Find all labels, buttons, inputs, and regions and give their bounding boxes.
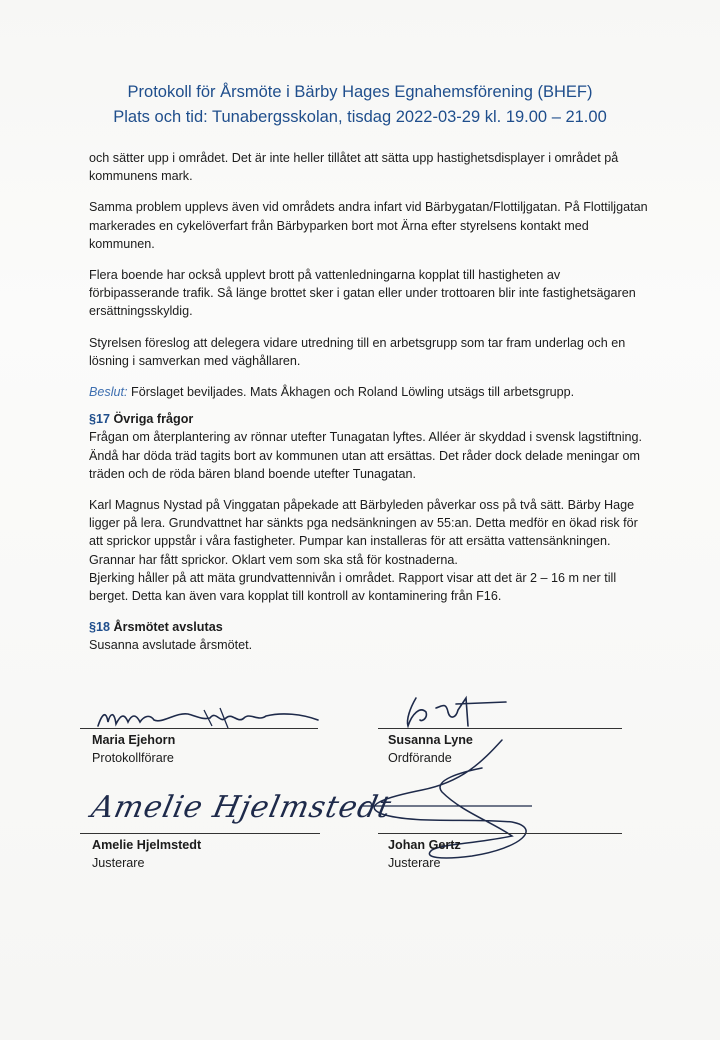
document-subtitle: Plats och tid: Tunabergsskolan, tisdag 2022-03-29 kl. 19.00 – 21.00 bbox=[113, 108, 607, 126]
paragraph: Samma problem upplevs även vid områdets andra infart vid Bärbygatan/Flottiljgatan. På Flottiljgatan markerades en cykelöverfart från Bärbyparken bort mot Ärna efter styrelsens kontakt med kommunen. bbox=[89, 200, 648, 251]
section-heading-17 bbox=[89, 410, 649, 428]
paragraph: Frågan om återplantering av rönnar utefter Tunagatan lyftes. Alléer är skyddad i svensk lagstiftning. Ändå har döda träd tagits bort av kommunen utan att ersättas. Det råder dock delade meningar om träden och de röda bären bland boende utefter Tunagatan. bbox=[89, 430, 643, 481]
section-number: §18 bbox=[89, 620, 111, 635]
signer-name: Susanna Lyne bbox=[388, 733, 473, 747]
signature-line bbox=[80, 833, 320, 834]
paragraph: Bjerking håller på att mäta grundvattennivån i området. Rapport visar att det är 2 – 16 m ner till berget. Detta kan även vara kopplat till kontroll av kontaminering från F16. bbox=[89, 570, 617, 604]
signature-block-1 bbox=[92, 731, 175, 767]
decision-label: Beslut: bbox=[89, 385, 128, 400]
signer-name: Johan Gertz bbox=[388, 838, 461, 852]
section-number: §17 bbox=[89, 412, 111, 427]
decision-paragraph bbox=[89, 383, 649, 401]
signature-line bbox=[378, 728, 622, 729]
signature-block-4 bbox=[388, 836, 461, 872]
signature-block-3 bbox=[92, 836, 201, 872]
document-title: Protokoll för Årsmöte i Bärby Hages Egnahemsförening (BHEF) bbox=[127, 83, 593, 101]
section-title: Årsmötet avslutas bbox=[110, 620, 223, 635]
paragraph: och sätter upp i området. Det är inte heller tillåtet att sätta upp hastighetsdisplayer i området på kommunens mark. bbox=[89, 151, 619, 184]
signature-line bbox=[80, 728, 318, 729]
signer-name: Maria Ejehorn bbox=[92, 733, 176, 747]
paragraph: Styrelsen föreslog att delegera vidare utredning till en arbetsgrupp som tar fram underlag och en lösning i samverkan med väghållaren. bbox=[89, 335, 626, 368]
paragraph: Flera boende har också upplevt brott på vattenledningarna kopplat till hastigheten av förbipasserande trafik. Så länge brottet sker i gatan eller under trottoaren blir inte fastighetsägaren ersättningsskyldig. bbox=[89, 268, 636, 319]
signature-line bbox=[378, 833, 622, 834]
signer-role: Justerare bbox=[388, 856, 441, 870]
signer-role: Ordförande bbox=[388, 751, 452, 765]
signer-name: Amelie Hjelmstedt bbox=[92, 838, 202, 852]
paragraph: Susanna avslutade årsmötet. bbox=[89, 638, 253, 653]
decision-text: Förslaget beviljades. Mats Åkhagen och Roland Löwling utsägs till arbetsgrupp. bbox=[127, 385, 575, 400]
paragraph: Karl Magnus Nystad på Vinggatan påpekade att Bärbyleden påverkar oss på två sätt. Bärby Hage ligger på lera. Grundvattnet har sänkts pga nedsänkningen av 55:an. Detta medför en ökad risk för att sprickor uppstår i våra fastigheter. Pumpar kan installeras för att ersätta vattensänkningen. Grannar har fått sprickor. Oklart vem som ska stå för kostnaderna. bbox=[89, 498, 638, 567]
signer-role: Protokollförare bbox=[92, 751, 174, 765]
section-title: Övriga frågor bbox=[110, 412, 194, 427]
document-header bbox=[0, 80, 720, 130]
signature-amelie-hjelmstedt: Amelie Hjelmstedt bbox=[88, 790, 395, 825]
signer-role: Justerare bbox=[92, 856, 145, 870]
document-body bbox=[89, 149, 649, 668]
section-heading-18 bbox=[89, 618, 649, 636]
